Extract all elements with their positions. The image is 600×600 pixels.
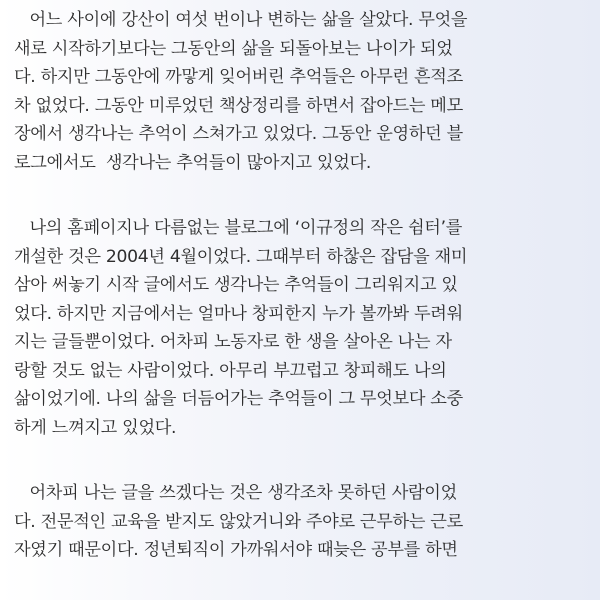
paragraph-1 — [14, 6, 594, 177]
paragraph-spacer — [14, 442, 594, 479]
text-line: 개설한 것은 2004년 4월이었다. 그때부터 하찮은 잡담을 재미 — [14, 246, 468, 267]
paragraph-3 — [14, 479, 594, 565]
text-line: 삶이었기에. 나의 삶을 더듬어가는 추억들이 그 무엇보다 소중 — [14, 389, 463, 409]
text-line: 새로 시작하기보다는 그동안의 삶을 되돌아보는 나이가 되었 — [14, 38, 453, 59]
text-line: 다. 전문적인 교육을 받지도 않았거니와 주야로 근무하는 근로 — [14, 511, 463, 532]
text-line: 삼아 써놓기 시작 글에서도 생각나는 추억들이 그리워지고 있 — [14, 275, 458, 295]
text-line: 어차피 나는 글을 쓰겠다는 것은 생각조차 못하던 사람이었 — [14, 483, 457, 503]
text-line: 랑할 것도 없는 사람이었다. 아무리 부끄럽고 창피해도 나의 — [14, 360, 447, 381]
paragraph-spacer — [14, 177, 594, 214]
paragraph-2 — [14, 214, 594, 442]
text-line: 나의 홈페이지나 다름없는 블로그에 ‘이규정의 작은 쉼터’를 — [14, 218, 463, 238]
text-line: 차 없었다. 그동안 미루었던 책상정리를 하면서 잡아드는 메모 — [14, 95, 463, 116]
text-line: 었다. 하지만 지금에서는 얼마나 창피한지 누가 볼까봐 두려워 — [14, 303, 463, 324]
text-line: 로그에서도 생각나는 추억들이 많아지고 있었다. — [14, 152, 372, 173]
text-line: 장에서 생각나는 추억이 스쳐가고 있었다. 그동안 운영하던 블 — [14, 124, 463, 144]
text-line: 하게 느껴지고 있었다. — [14, 417, 177, 438]
text-line: 자였기 때문이다. 정년퇴직이 가까워서야 때늦은 공부를 하면 — [14, 540, 458, 560]
text-line: 어느 사이에 강산이 여섯 번이나 변하는 삶을 살았다. 무엇을 — [14, 10, 468, 30]
document-body — [14, 6, 594, 565]
text-line: 지는 글들뿐이었다. 어차피 노동자로 한 생을 살아온 나는 자 — [14, 332, 452, 352]
text-line: 다. 하지만 그동안에 까맣게 잊어버린 추억들은 아무런 흔적조 — [14, 67, 463, 87]
